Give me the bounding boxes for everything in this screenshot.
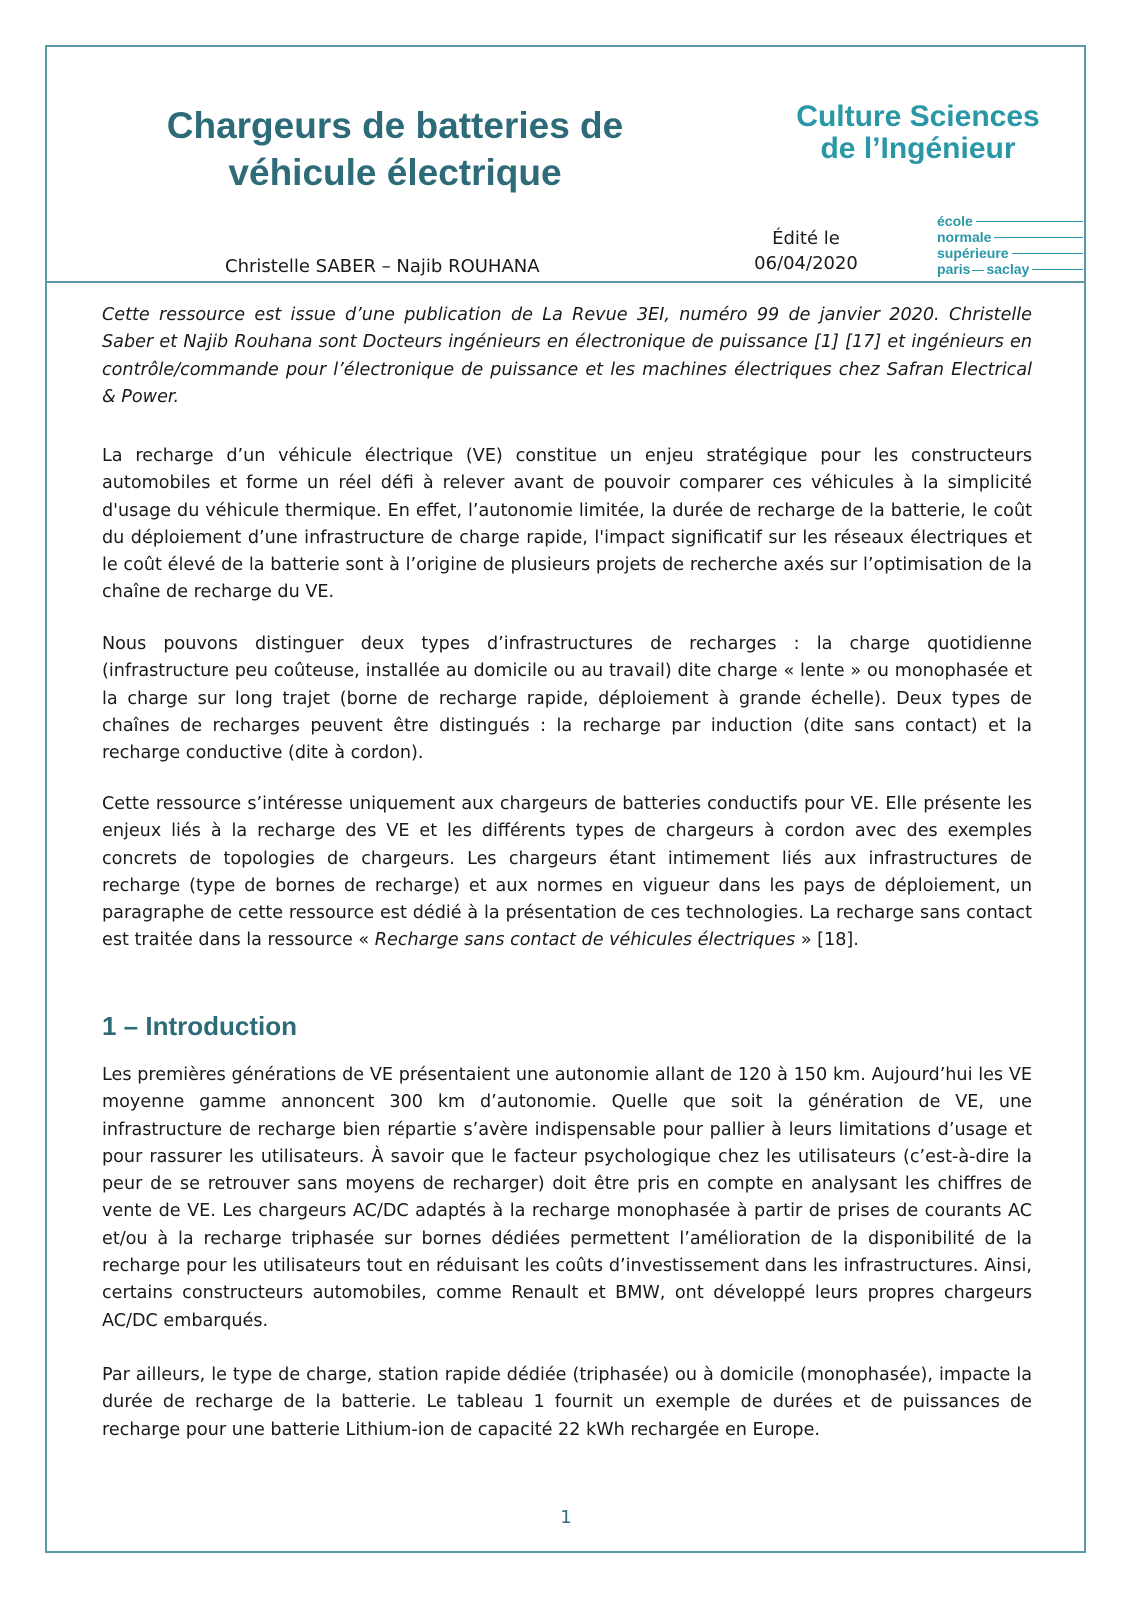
culture-sciences-logo-line-1: Culture Sciences — [796, 100, 1040, 133]
ens-line-superieure: supérieure — [937, 245, 1009, 261]
edition-info — [746, 226, 866, 276]
paragraph-1: La recharge d’un véhicule électrique (VE) constitue un enjeu stratégique pour les constructeurs automobiles et forme un réel défi à relever avant de pouvoir comparer ces véhicules à la simplicité d'usage du véhicule thermique. En effet, l’autonomie limitée, la durée de recharge de la batterie, le coût du déploiement d’une infrastructure de charge rapide, l'impact significatif sur les réseaux électriques et le coût élevé de la batterie sont à l’origine de plusieurs projets de recherche axés sur l’optimisation de la chaîne de recharge du VE. — [102, 446, 1032, 603]
introduction-paragraph-2: Par ailleurs, le type de charge, station rapide dédiée (triphasée) ou à domicile (monophasée), impacte la durée de recharge de la batterie. Le tableau 1 fournit un exemple de durées et de puissances de recharge pour une batterie Lithium-ion de capacité 22 kWh rechargée en Europe. — [102, 1365, 1032, 1440]
edited-date: 06/04/2020 — [754, 253, 858, 274]
page-number: 1 — [560, 1507, 572, 1528]
authors: Christelle SABER – Najib ROUHANA — [225, 256, 540, 277]
intro-note: Cette ressource est issue d’une publication de La Revue 3EI, numéro 99 de janvier 2020. Christelle Saber et Najib Rouhana sont Docteurs ingénieurs en électronique de puissance [1] [17] et ingénieurs en contrôle/commande pour l’électronique de puissance et les machines électriques chez Safran Electrical & Power. — [102, 305, 1032, 407]
ens-paris-saclay-logo — [937, 213, 1083, 277]
referenced-resource-title: Recharge sans contact de véhicules électriques — [374, 930, 796, 951]
ens-line-normale: normale — [937, 229, 992, 245]
paragraph-2: Nous pouvons distinguer deux types d’infrastructures de recharges : la charge quotidienne (infrastructure peu coûteuse, installée au domicile ou au travail) dite charge « lente » ou monophasée et la charge sur long trajet (borne de recharge rapide, déploiement à grande échelle). Deux types de chaînes de recharges peuvent être distingués : la recharge par induction (dite sans contact) et la recharge conductive (dite à cordon). — [102, 634, 1032, 764]
introduction-paragraph-1: Les premières générations de VE présentaient une autonomie allant de 120 à 150 km. Aujourd’hui les VE moyenne gamme annoncent 300 km d’autonomie. Quelle que soit la génération de VE, une infrastructure de recharge bien répartie s’avère indispensable pour pallier à leurs limitations d’usage et pour rassurer les utilisateurs. À savoir que le facteur psychologique chez les utilisateurs (c’est-à-dire la peur de se retrouver sans moyens de recharger) doit être pris en compte en analysant les chiffres de vente de VE. Les chargeurs AC/DC adaptés à la recharge monophasée à partir de prises de courants AC et/ou à la recharge triphasée sur bornes dédiées permettent l’amélioration de la disponibilité de la recharge pour les utilisateurs tout en réduisant les coûts d’investissement dans les infrastructures. Ainsi, certains constructeurs automobiles, comme Renault et BMW, ont développé leurs propres chargeurs AC/DC embarqués. — [102, 1065, 1032, 1331]
section-heading-introduction: 1 – Introduction — [102, 1011, 297, 1041]
ens-line-saclay: saclay — [986, 261, 1030, 277]
paragraph-3 — [102, 791, 1032, 955]
document-title — [100, 102, 690, 196]
title-line-1: Chargeurs de batteries de — [166, 105, 624, 146]
paragraph-3-text: Cette ressource s’intéresse uniquement aux chargeurs de batteries conductifs pour VE. Elle présente les enjeux liés à la recharge des VE et les différents types de chargeurs à cordon avec des exemples concrets de topologies de chargeurs. Les chargeurs étant intimement liés aux infrastructures de recharge (type de bornes de recharge) et aux normes en vigueur dans les pays de déploiement, un paragraphe de cette ressource est dédié à la présentation de ces technologies. La recharge sans contact est traitée dans la ressource « — [102, 794, 1032, 951]
title-line-2: véhicule électrique — [228, 152, 562, 193]
culture-sciences-logo-line-2: de l’Ingénieur — [820, 132, 1016, 165]
ens-line-paris: paris — [937, 261, 971, 277]
paragraph-3-tail: » [18]. — [795, 930, 859, 951]
header-divider — [45, 281, 1086, 283]
edited-label: Édité le — [772, 228, 840, 249]
ens-line-ecole: école — [937, 213, 973, 229]
